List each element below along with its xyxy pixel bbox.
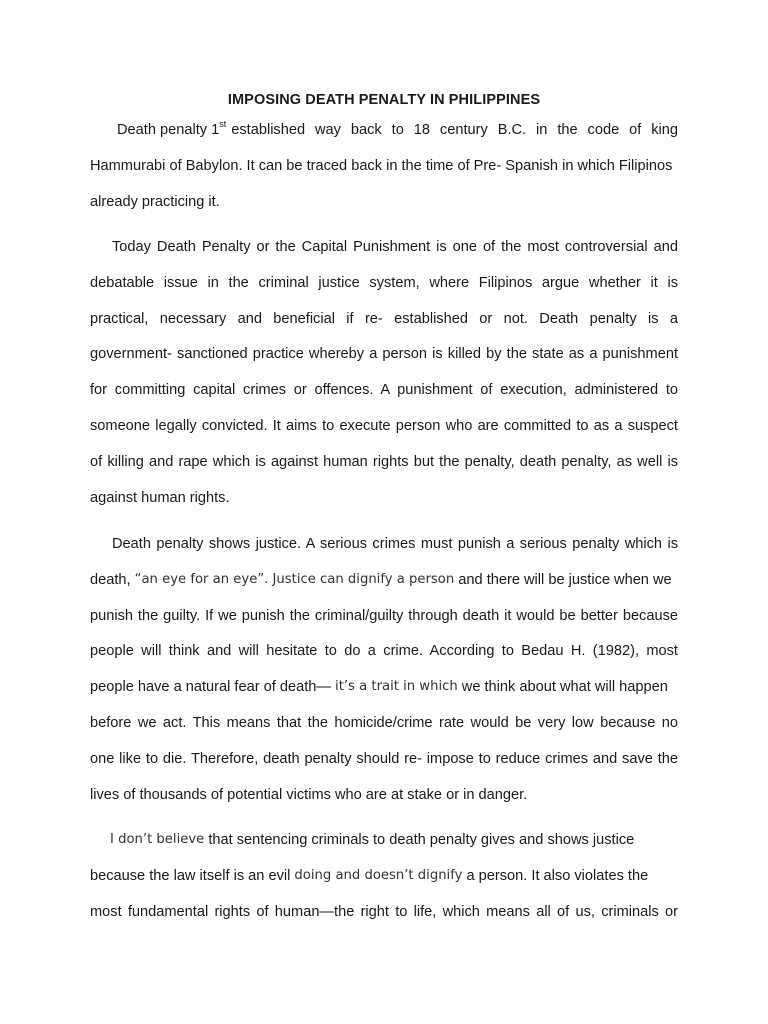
paragraph-1 (90, 120, 678, 227)
paragraph-line (90, 606, 678, 642)
paragraph-2 (90, 237, 678, 523)
paragraph-text: before we act. This means that the homicide/crime rate would be very low because no (90, 714, 678, 731)
paragraph-line (90, 309, 678, 345)
paragraph-text: lives of thousands of potential victims who are at stake or in danger. (90, 786, 528, 803)
quoted-phrase: it’s a trait in which (335, 679, 458, 695)
paragraph-text: we think about what will happen (457, 679, 668, 696)
paragraph-text: against human rights. (90, 489, 230, 506)
paragraph-line (90, 866, 678, 902)
quoted-phrase: I don’t believe (110, 832, 205, 847)
paragraph-line (90, 380, 678, 416)
paragraph-line (90, 416, 678, 452)
paragraph-line (90, 902, 678, 938)
paragraph-text: Death penalty shows justice. A serious crimes must punish a serious penalty which is (112, 536, 678, 552)
paragraph-line (90, 830, 678, 866)
paragraph-line (90, 237, 678, 273)
quoted-phrase: doing and doesn’t dignify (294, 867, 463, 883)
document-title: IMPOSING DEATH PENALTY IN PHILIPPINES (227, 92, 541, 108)
paragraph-text: practical, necessary and beneficial if re- established or not. Death penalty is a (90, 310, 678, 327)
paragraph-text: people have a natural fear of death— (90, 679, 336, 696)
paragraph-text: a person. It also violates the (462, 867, 649, 884)
paragraph-4 (90, 830, 678, 937)
paragraph-text: one like to die. Therefore, death penalty should re- impose to reduce crimes and save the (90, 750, 678, 767)
paragraph-text: of killing and rape which is against human rights but the penalty, death penalty, as well is (90, 453, 678, 470)
paragraph-line (90, 344, 678, 380)
paragraph-text: for committing capital crimes or offences. A punishment of execution, administered to (90, 382, 678, 399)
quoted-phrase: “an eye for an eye”. Justice can dignify a person (134, 571, 455, 587)
paragraph-text: punish the guilty. If we punish the criminal/guilty through death it would be better because (90, 607, 678, 624)
paragraph-line (90, 273, 678, 309)
paragraph-line (90, 488, 678, 524)
paragraph-text: that sentencing criminals to death penalty gives and shows justice (204, 832, 635, 848)
paragraph-line (90, 156, 678, 192)
paragraph-line (90, 749, 678, 785)
paragraph-text: death, (90, 571, 135, 588)
paragraph-text: debatable issue in the criminal justice system, where Filipinos argue whether it is (90, 274, 678, 291)
paragraph-text: Hammurabi of Babylon. It can be traced back in the time of Pre- Spanish in which Filipinos (90, 157, 673, 174)
paragraph-line (90, 534, 678, 570)
paragraph-text: Today Death Penalty or the Capital Punishment is one of the most controversial and (112, 239, 678, 255)
paragraph-text: someone legally convicted. It aims to execute person who are committed to as a suspect (90, 417, 678, 434)
paragraph-line (90, 641, 678, 677)
paragraph-text: because the law itself is an evil (90, 867, 295, 884)
paragraph-text: people will think and will hesitate to do a crime. According to Bedau H. (1982), most (90, 643, 678, 660)
paragraph-line (90, 713, 678, 749)
paragraph-text: government- sanctioned practice whereby a person is killed by the state as a punishment (90, 346, 678, 363)
paragraph-text: Death penalty 1st (117, 119, 227, 138)
paragraph-line (90, 785, 678, 821)
paragraph-line (90, 120, 678, 156)
paragraph-line (90, 452, 678, 488)
paragraph-line (90, 570, 678, 606)
paragraph-line (90, 677, 678, 713)
paragraph-text: and there will be justice when we (454, 571, 672, 588)
paragraph-line (90, 192, 678, 228)
paragraph-3 (90, 534, 678, 820)
paragraph-text: most fundamental rights of human—the right to life, which means all of us, criminals or (90, 903, 678, 920)
paragraph-text: established way back to 18 century B.C. in the code of king (231, 122, 678, 138)
paragraph-text: already practicing it. (90, 193, 220, 210)
